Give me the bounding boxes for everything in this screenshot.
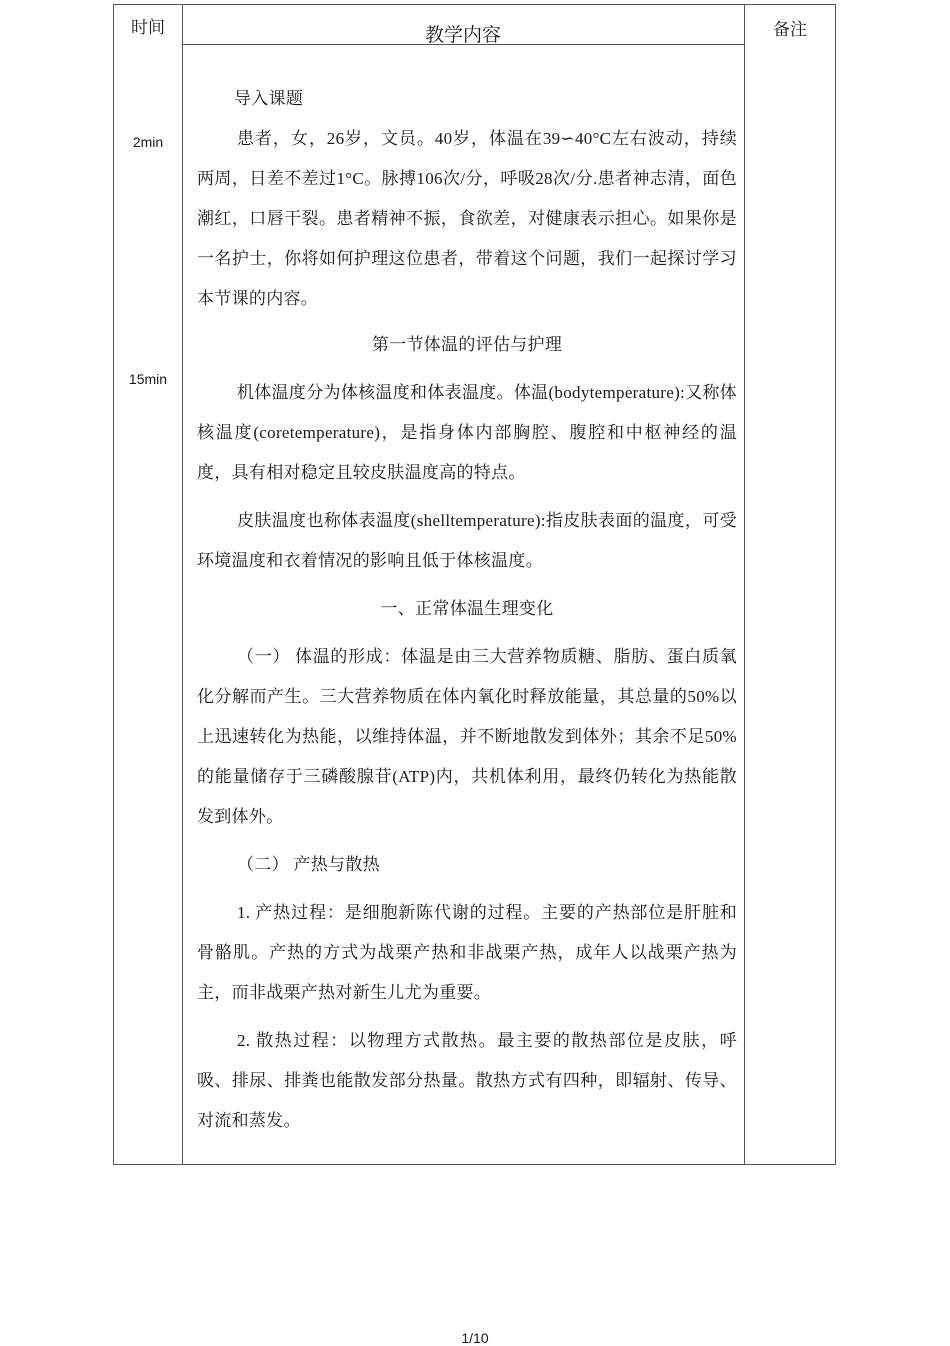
header-content: 教学内容 — [424, 25, 501, 46]
heat-title: （二） 产热与散热 — [237, 855, 380, 874]
section-title: 第一节体温的评估与护理 — [371, 335, 563, 354]
header-notes: 备注 — [773, 20, 807, 39]
column-divider-notes — [744, 4, 745, 1165]
lesson-content — [197, 79, 737, 1141]
column-divider-time — [182, 4, 183, 1165]
heat-dissipation-paragraph: 2. 散热过程：以物理方式散热。最主要的散热部位是皮肤，呼吸、排尿、排粪也能散发部分热量。散热方式有四种，即辐射、传导、对流和蒸发。 — [197, 1031, 737, 1130]
time-mark-15min: 15min — [128, 371, 168, 387]
subsection-title: 一、正常体温生理变化 — [380, 599, 554, 618]
skin-temperature-paragraph: 皮肤温度也称体表温度(shelltemperature):指皮肤表面的温度，可受环境温度和衣着情况的影响且低于体核温度。 — [197, 511, 737, 570]
header-time: 时间 — [131, 18, 165, 37]
heat-production-paragraph: 1. 产热过程：是细胞新陈代谢的过程。主要的产热部位是肝脏和骨骼肌。产热的方式为战栗产热和非战栗产热，成年人以战栗产热为主，而非战栗产热对新生儿尤为重要。 — [197, 903, 737, 1002]
formation-paragraph: （一） 体温的形成：体温是由三大营养物质糖、脂肪、蛋白质氧化分解而产生。三大营养物质在体内氧化时释放能量，其总量的50%以上迅速转化为热能，以维持体温，并不断地散发到体外；其余不足50%的能量储存于三磷酸腺苷(ATP)内，共机体利用，最终仍转化为热能散发到体外。 — [197, 647, 737, 826]
page-number: 1/10 — [461, 1330, 489, 1346]
intro-title: 导入课题 — [234, 89, 304, 108]
intro-paragraph: 患者，女，26岁，文员。40岁，体温在39∽40°C左右波动，持续两周，日差不差过1°C。脉搏106次/分，呼吸28次/分.患者神志清，面色潮红，口唇干裂。患者精神不振，食欲差，对健康表示担心。如果你是一名护士，你将如何护理这位患者，带着这个问题，我们一起探讨学习本节课的内容。 — [197, 129, 737, 308]
core-temperature-paragraph: 机体温度分为体核温度和体表温度。体温(bodytemperature):又称体核温度(coretemperature)，是指身体内部胸腔、腹腔和中枢神经的温度，具有相对稳定且较皮肤温度高的特点。 — [197, 383, 737, 482]
time-mark-2min: 2min — [132, 134, 164, 150]
